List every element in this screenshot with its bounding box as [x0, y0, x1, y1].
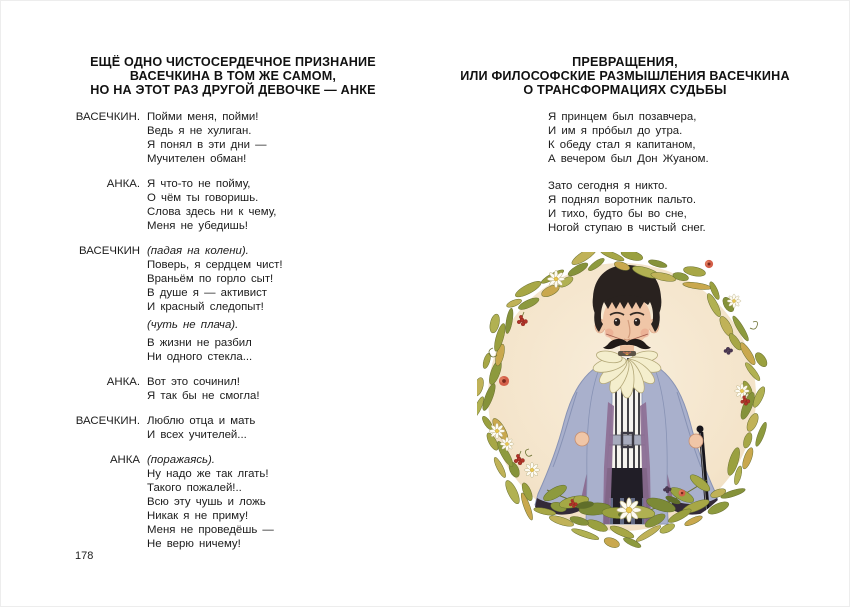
poppy-flower-icon [705, 260, 713, 268]
verse [147, 110, 267, 166]
speaker-name: ВАСЕЧКИН. [75, 111, 140, 123]
verse-line: В жизни не разбил [147, 337, 252, 349]
wreath-leaf [603, 536, 621, 550]
daisy-flower-icon [735, 384, 750, 399]
right-page-title [440, 55, 810, 97]
verse-line: Зато сегодня я никто. [548, 180, 668, 192]
verse-line: К обеду стал я капитаном, [548, 139, 696, 151]
wreath-leaf [482, 352, 492, 369]
verse [147, 414, 255, 442]
verse [147, 453, 274, 551]
title-line: ЕЩЁ ОДНО ЧИСТОСЕРДЕЧНОЕ ПРИЗНАНИЕ [90, 55, 376, 69]
title-line: НО НА ЭТОТ РАЗ ДРУГОЙ ДЕВОЧКЕ — АНКЕ [90, 83, 376, 97]
speaker-name: АНКА [109, 454, 140, 466]
eye [634, 318, 640, 326]
page-number: 178 [75, 550, 94, 562]
tendril [750, 322, 758, 330]
verse [147, 177, 276, 233]
daisy-flower-icon [547, 270, 564, 287]
stage-direction: (поражаясь). [147, 454, 215, 466]
wreath-leaf [753, 351, 769, 369]
daisy-flower-icon [489, 423, 505, 439]
dialogue-block [68, 244, 398, 364]
verse-line: О чём ты говоришь. [147, 192, 259, 204]
dialogue-block [68, 453, 398, 551]
right-page [440, 55, 810, 248]
daisy-flower-icon [617, 498, 641, 522]
title-line: ВАСЕЧКИНА В ТОМ ЖЕ САМОМ, [129, 69, 337, 83]
left-hand [575, 432, 589, 446]
verse-line: Меня не проведёшь — [147, 524, 274, 536]
verse-line: Люблю отца и мать [147, 415, 256, 427]
verse-line: И им я про́был до утра. [548, 125, 683, 137]
stanza [548, 110, 810, 166]
wreath-portrait-illustration [477, 252, 777, 552]
left-page-title [68, 55, 398, 97]
daisy-flower-icon [500, 437, 514, 451]
verse-line: И тихо, будто бы во сне, [548, 208, 687, 220]
verse-line: Никак я не приму! [147, 510, 249, 522]
verse-line: Пойми меня, пойми! [147, 111, 259, 123]
eye [614, 318, 620, 326]
verse-line: Поверь, я сердцем чист! [147, 259, 283, 271]
poem [440, 110, 810, 235]
verse [147, 244, 283, 364]
verse-line: Ногой ступаю в чистый снег. [548, 222, 706, 234]
verse-line: Враньём по горло сыт! [147, 273, 274, 285]
dialogue-block [68, 110, 398, 166]
speaker-name: АНКА. [106, 178, 140, 190]
dialogue [68, 110, 398, 551]
verse-line: В душе я — активист [147, 287, 267, 299]
wreath-leaf [477, 376, 486, 397]
verse-line: Вот это сочинил! [147, 376, 240, 388]
verse-line: Я понял в эти дни — [147, 139, 267, 151]
verse-line: Ведь я не хулиган. [147, 125, 252, 137]
poppy-flower-icon [499, 376, 509, 386]
verse-line: Я принцем был позавчера, [548, 111, 697, 123]
verse-line: Такого пожалей!.. [147, 482, 242, 494]
speaker-name: ВАСЕЧКИН [78, 245, 140, 257]
daisy-flower-icon [524, 462, 540, 478]
verse-line: Слова здесь ни к чему, [147, 206, 277, 218]
poppy-flower-icon [679, 490, 686, 497]
verse-line: Ни одного стекла... [147, 351, 253, 363]
verse [147, 375, 260, 403]
verse-line: И красный следопыт! [147, 301, 264, 313]
verse-line: Я что-то не пойму, [147, 178, 251, 190]
stage-direction: (чуть не плача). [147, 319, 239, 331]
dialogue-block [68, 177, 398, 233]
speaker-name: ВАСЕЧКИН. [75, 415, 140, 427]
daisy-flower-icon [727, 294, 741, 308]
stanza [548, 179, 810, 235]
left-page [68, 55, 398, 562]
belt [608, 435, 646, 445]
verse-line: А вечером был Дон Жуаном. [548, 153, 709, 165]
title-line: О ТРАНСФОРМАЦИЯХ СУДЬБЫ [523, 83, 727, 97]
wreath-leaf [620, 252, 644, 263]
verse-line: Меня не убедишь! [147, 220, 248, 232]
verse-line: И всех учителей... [147, 429, 247, 441]
verse-line: Всю эту чушь и ложь [147, 496, 266, 508]
verse-line: Я поднял воротник пальто. [548, 194, 697, 206]
verse-line: Ну надо же так лгать! [147, 468, 269, 480]
dialogue-block [68, 414, 398, 442]
right-hand [689, 434, 703, 448]
dialogue-block [68, 375, 398, 403]
speaker-name: АНКА. [106, 376, 140, 388]
title-line: ПРЕВРАЩЕНИЯ, [572, 55, 678, 69]
verse-line: Я так бы не смогла! [147, 390, 260, 402]
title-line: ИЛИ ФИЛОСОФСКИЕ РАЗМЫШЛЕНИЯ ВАСЕЧКИНА [460, 69, 790, 83]
verse-line: Мучителен обман! [147, 153, 247, 165]
verse-line: Не верю ничему! [147, 538, 241, 550]
stage-direction: (падая на колени). [147, 245, 249, 257]
